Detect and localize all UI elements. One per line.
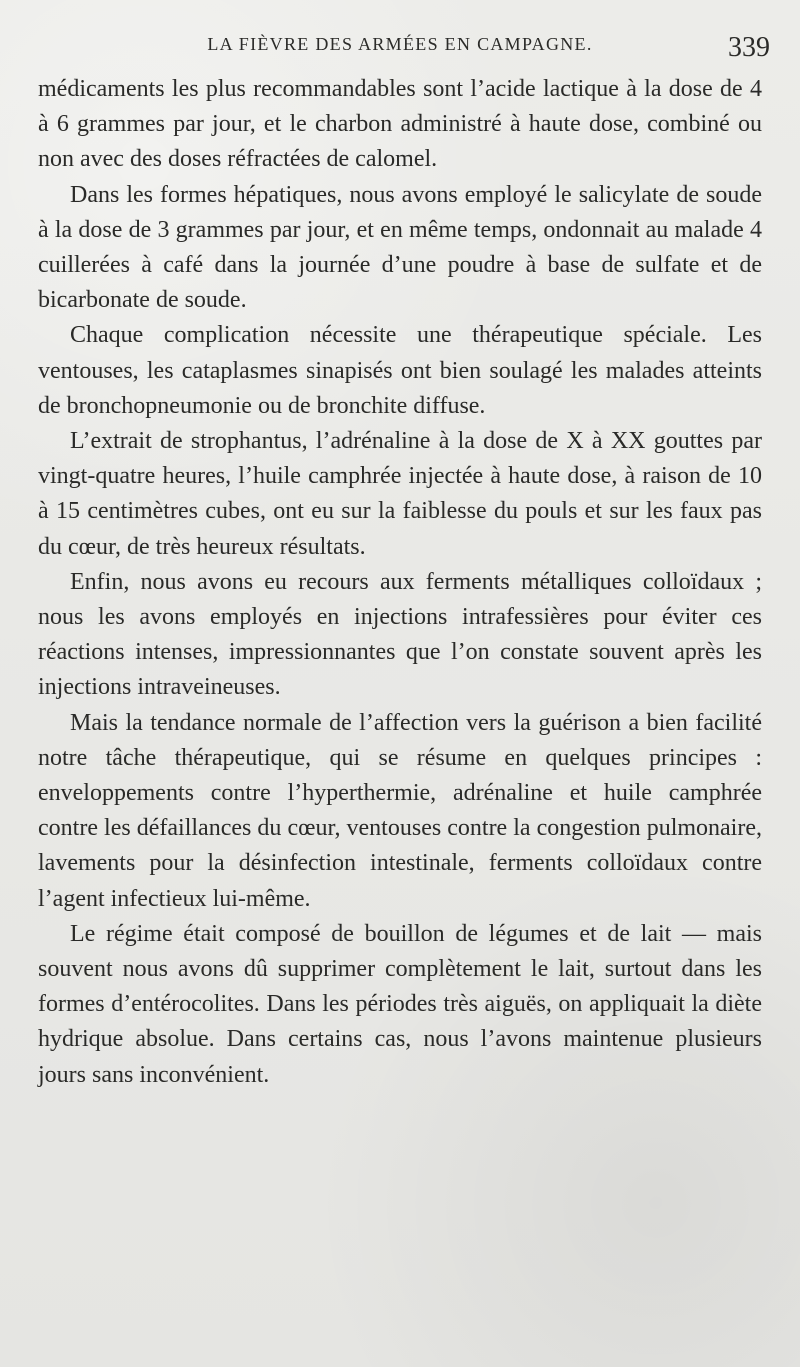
paragraph-5: Enfin, nous avons eu recours aux ferments métalliques colloïdaux ; nous les avons employés en injections intrafessières pour éviter ces réactions intenses, impressionnantes que l’on constate souvent après les injections intraveineuses. (38, 568, 762, 701)
paragraph-6: Mais la tendance normale de l’affection vers la guérison a bien facilité notre tâche thérapeutique, qui se résume en quelques principes : enveloppements contre l’hyperthermie, adrénaline et huile camphrée contre les défaillances du cœur, ventouses contre la congestion pulmonaire, lavements pour la désinfection intestinale, ferments colloïdaux contre l’agent infectieux lui-même. (38, 709, 762, 912)
page-header (0, 24, 800, 64)
paragraph-2: Dans les formes hépatiques, nous avons employé le salicylate de soude à la dose de 3 grammes par jour, et en même temps, ondonnait au malade 4 cuillerées à café dans la journée d’une poudre à base de sulfate et de bicarbonate de soude. (38, 181, 762, 314)
page-body (38, 72, 762, 1093)
running-title: LA FIÈVRE DES ARMÉES EN CAMPAGNE. (207, 34, 593, 54)
paragraph-1: médicaments les plus recommandables sont l’acide lactique à la dose de 4 à 6 grammes par jour, et le charbon administré à haute dose, combiné ou non avec des doses réfractées de calomel. (38, 76, 762, 173)
paragraph-7: Le régime était composé de bouillon de légumes et de lait — mais souvent nous avons dû supprimer complètement le lait, surtout dans les formes d’entérocolites. Dans les périodes très aiguës, on appliquait la diète hydrique absolue. Dans certains cas, nous l’avons maintenue plusieurs jours sans inconvénient. (38, 920, 762, 1088)
paragraph-3: Chaque complication nécessite une thérapeutique spéciale. Les ventouses, les cataplasmes sinapisés ont bien soulagé les malades atteints de bronchopneumonie ou de bronchite diffuse. (38, 322, 762, 419)
page-number: 339 (728, 32, 770, 63)
paragraph-4: L’extrait de strophantus, l’adrénaline à la dose de X à XX gouttes par vingt-quatre heures, l’huile camphrée injectée à haute dose, à raison de 10 à 15 centimètres cubes, ont eu sur la faiblesse du pouls et sur les faux pas du cœur, de très heureux résultats. (38, 428, 762, 560)
